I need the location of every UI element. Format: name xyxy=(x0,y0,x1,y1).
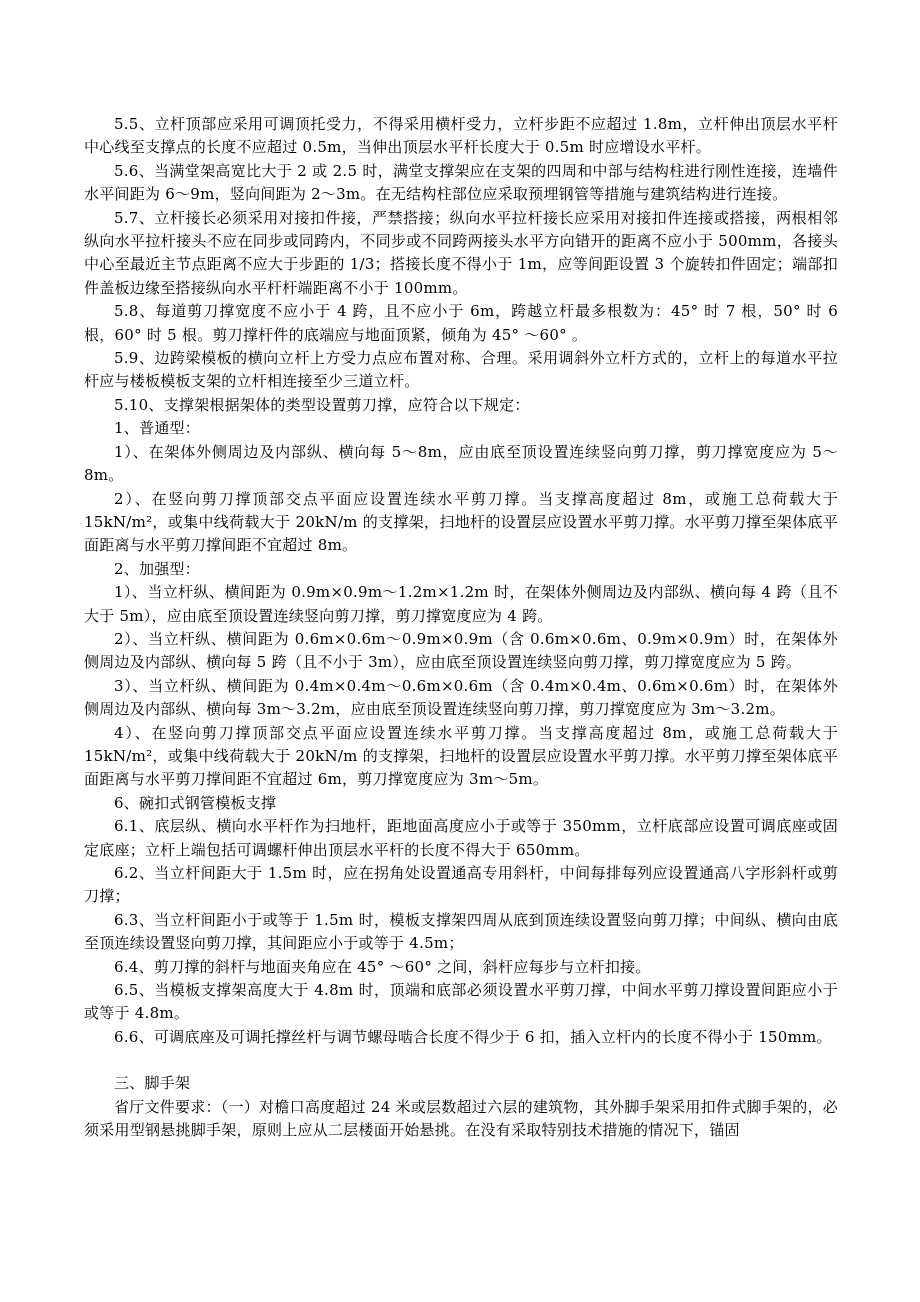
subheading-reinforced-type: 2、加强型： xyxy=(114,559,201,578)
paragraph-6-6: 6.6、可调底座及可调托撑丝杆与调节螺母啮合长度不得少于 6 扣，插入立杆内的长度不得小于 150mm。 xyxy=(114,1027,832,1046)
paragraph-5-7: 5.7、立杆接长必须采用对接扣件接，严禁搭接；纵向水平拉杆接长应采用对接扣件连接或搭接，两根相邻纵向水平拉杆接头不应在同步或同跨内，不同步或不同跨两接头水平方向错开的距离不应小于 500mm，各接头中心至最近主节点距离不应大于步距的 1/3；搭接长度不得小于 1m，应等间距设置 3 个旋转扣件固定；端部扣件盖板边缘至搭接纵向水平杆杆端距离不小于 100mm。 xyxy=(84,208,838,297)
paragraph-6-3: 6.3、当立杆间距小于或等于 1.5m 时，模板支撑架四周从底到顶连续设置竖向剪刀撑；中间纵、横向由底至顶连续设置竖向剪刀撑，其间距应小于或等于 4.5m； xyxy=(84,910,838,953)
section-body-provincial-requirements: 省厅文件要求：（一）对檐口高度超过 24 米或层数超过六层的建筑物，其外脚手架采用扣件式脚手架的，必须采用型钢悬挑脚手架，原则上应从二层楼面开始悬挑。在没有采取特别技术措施的情况下，锚固 xyxy=(84,1097,838,1140)
paragraph-5-10: 5.10、支撑架根据架体的类型设置剪刀撑，应符合以下规定： xyxy=(114,395,530,414)
paragraph-5-6: 5.6、当满堂架高宽比大于 2 或 2.5 时，满堂支撑架应在支架的四周和中部与结构柱进行刚性连接，连墙件水平间距为 6～9m，竖向间距为 2～3m。在无结构柱部位应采取预埋钢管等措施与建筑结构进行连接。 xyxy=(84,161,838,204)
paragraph-6-1: 6.1、底层纵、横向水平杆作为扫地杆，距地面高度应小于或等于 350mm，立杆底部应设置可调底座或固定底座；立杆上端包括可调螺杆伸出顶层水平杆的长度不得大于 650mm。 xyxy=(84,817,838,859)
list-item-reinforced-2: 2）、当立杆纵、横间距为 0.6m×0.6m～0.9m×0.9m（含 0.6m×0.6m、0.9m×0.9m）时，在架体外侧周边及内部纵、横向每 5 跨（且不小于 3m），应由底至顶设置连续竖向剪刀撑，剪刀撑宽度应为 5 跨。 xyxy=(84,629,838,672)
paragraph-6-4: 6.4、剪刀撑的斜杆与地面夹角应在 45° ～60° 之间，斜杆应每步与立杆扣接。 xyxy=(114,957,651,976)
list-item-ordinary-1: 1）、在架体外侧周边及内部纵、横向每 5～8m，应由底至顶设置连续竖向剪刀撑，剪刀撑宽度应为 5～8m。 xyxy=(84,442,838,485)
list-item-reinforced-3: 3）、当立杆纵、横间距为 0.4m×0.4m～0.6m×0.6m（含 0.4m×0.4m、0.6m×0.6m）时，在架体外侧周边及内部纵、横向每 3m～3.2m，应由底至顶设置连续竖向剪刀撑，剪刀撑宽度应为 3m～3.2m。 xyxy=(84,676,838,719)
paragraph-6-5: 6.5、当模板支撑架高度大于 4.8m 时，顶端和底部必须设置水平剪刀撑，中间水平剪刀撑设置间距应小于或等于 4.8m。 xyxy=(84,981,838,1023)
paragraph-5-9: 5.9、边跨梁模板的横向立杆上方受力点应布置对称、合理。采用调斜外立杆方式的，立杆上的每道水平拉杆应与楼板模板支架的立杆相连接至少三道立杆。 xyxy=(84,349,838,391)
list-item-ordinary-2: 2）、在竖向剪刀撑顶部交点平面应设置连续水平剪刀撑。当支撑高度超过 8m，或施工总荷载大于 15kN/m²，或集中线荷载大于 20kN/m 的支撑架，扫地杆的设置层应设置水平剪刀撑。水平剪刀撑至架体底平面距离与水平剪刀撑间距不宜超过 8m。 xyxy=(84,489,838,555)
paragraph-gap xyxy=(84,1049,838,1072)
list-item-reinforced-1: 1）、当立杆纵、横间距为 0.9m×0.9m～1.2m×1.2m 时，在架体外侧周边及内部纵、横向每 4 跨（且不大于 5m），应由底至顶设置连续竖向剪刀撑，剪刀撑宽度应为 4 跨。 xyxy=(84,583,838,625)
section-heading-scaffolding: 三、脚手架 xyxy=(114,1074,191,1093)
paragraph-6-2: 6.2、当立杆间距大于 1.5m 时，应在拐角处设置通高专用斜杆，中间每排每列应设置通高八字形斜杆或剪刀撑； xyxy=(84,864,838,906)
paragraph-5-8: 5.8、每道剪刀撑宽度不应小于 4 跨，且不应小于 6m，跨越立杆最多根数为：45° 时 7 根，50° 时 6 根，60° 时 5 根。剪刀撑杆件的底端应与地面顶紧，倾角为 45° ～60° 。 xyxy=(84,302,838,344)
paragraph-5-5: 5.5、立杆顶部应采用可调顶托受力，不得采用横杆受力，立杆步距不应超过 1.8m，立杆伸出顶层水平杆中心线至支撑点的长度不应超过 0.5m，当伸出顶层水平杆长度大于 0.5m 时应增设水平杆。 xyxy=(84,115,838,157)
subheading-ordinary-type: 1、普通型： xyxy=(114,419,201,438)
document-page xyxy=(84,113,838,1142)
subheading-bowl-buckle-support: 6、碗扣式钢管模板支撑 xyxy=(114,793,277,812)
list-item-reinforced-4: 4）、在竖向剪刀撑顶部交点平面应设置连续水平剪刀撑。当支撑高度超过 8m，或施工总荷载大于 15kN/m²，或集中线荷载大于 20kN/m 的支撑架，扫地杆的设置层应设置水平剪刀撑。水平剪刀撑至架体底平面距离与水平剪刀撑间距不宜超过 6m，剪刀撑宽度应为 3m～5m。 xyxy=(84,723,838,789)
